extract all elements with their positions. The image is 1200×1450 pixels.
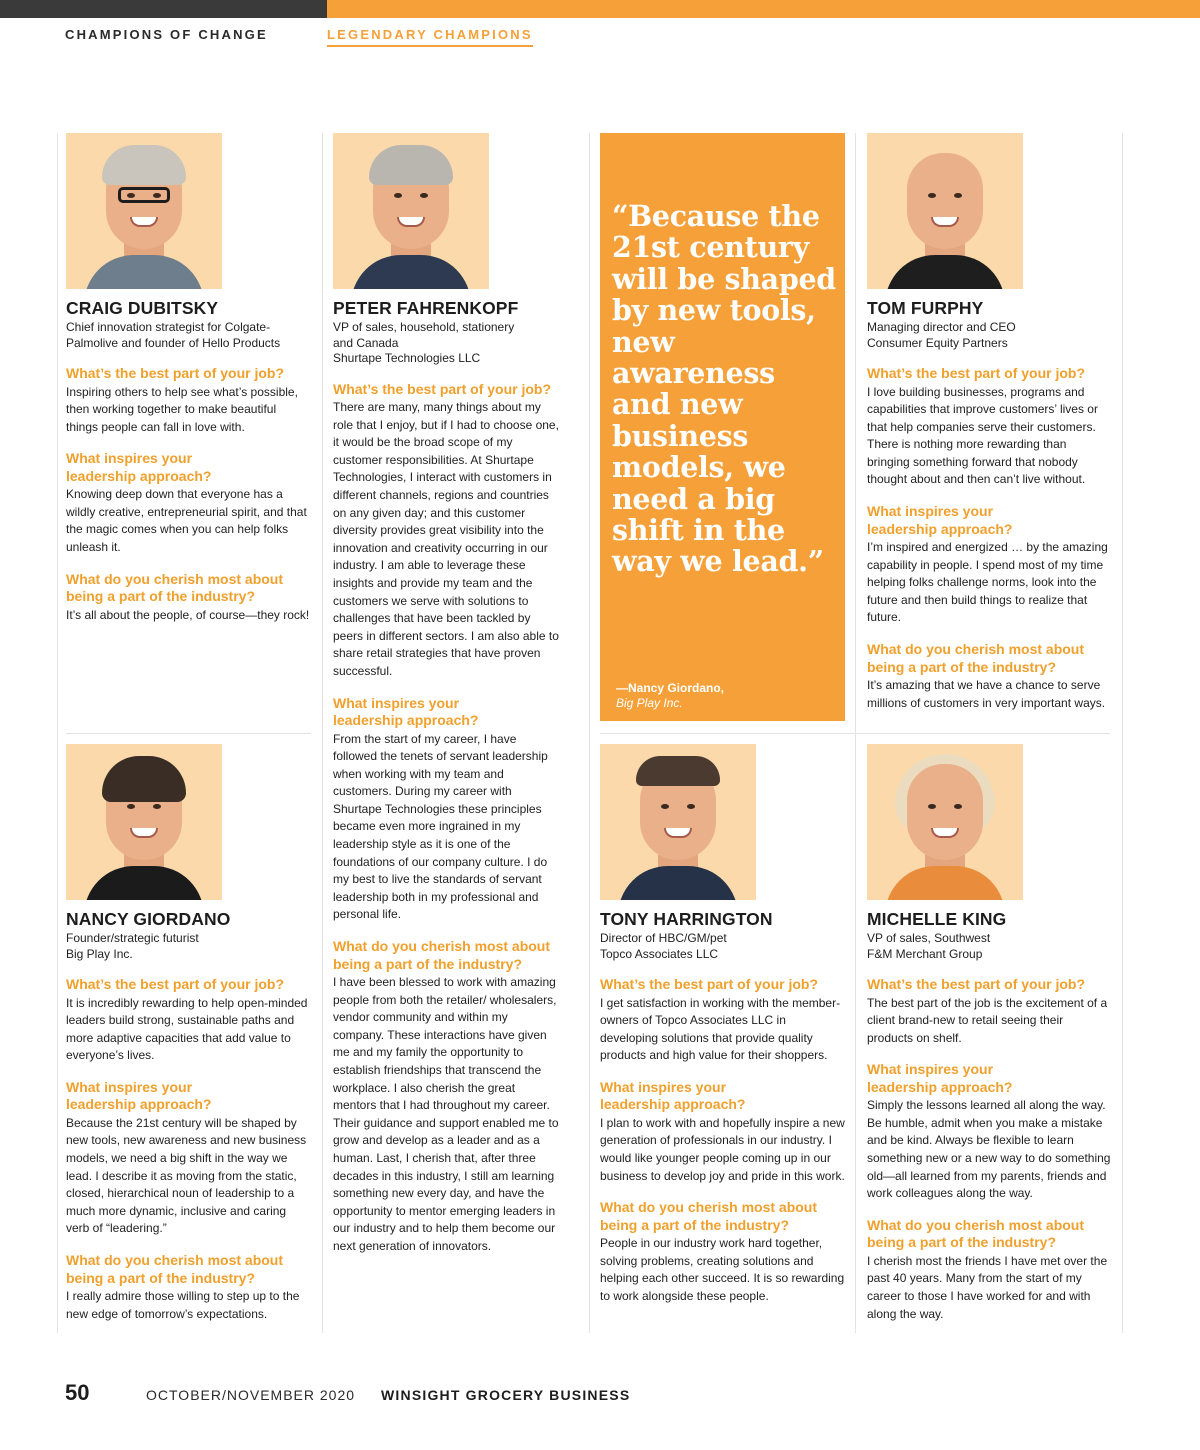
answer-text: I really admire those willing to step up to the new edge of tomorrow’s expectations. (66, 1289, 300, 1321)
answer-text: It’s amazing that we have a chance to serve millions of customers in very important ways. (867, 678, 1106, 710)
answer-text: Knowing deep down that everyone has a wildly creative, entrepreneurial spirit, and that the magic comes when you can help folks unleash it. (66, 487, 307, 555)
question-heading: What do you cherish most about being a part of the industry? (867, 641, 1085, 675)
column-divider (1122, 133, 1123, 1333)
question-heading: What’s the best part of your job? (66, 365, 285, 381)
row-divider (600, 733, 1110, 734)
answer-text: I’m inspired and energized … by the amazing capability in people. I spend most of my time helping folks challenge norms, look into the future and then build things to realize that future. (867, 540, 1108, 625)
person-title: Founder/strategic futurist Big Play Inc. (66, 931, 199, 961)
person-name: TOM FURPHY (867, 298, 984, 318)
question-heading: What do you cherish most about being a part of the industry? (867, 1216, 1085, 1251)
person-title: Director of HBC/GM/pet Topco Associates LLC (600, 931, 727, 961)
person-name: MICHELLE KING (867, 909, 1007, 929)
answer-text: I plan to work with and hopefully inspire a new generation of professionals in our industry. I would like younger people coming up in our business to develop joy and pride in this work. (600, 1115, 845, 1183)
pull-quote-author: —Nancy Giordano, (616, 681, 725, 695)
profile-tom-furphy (867, 133, 1112, 712)
portrait-photo (333, 133, 489, 289)
question-heading: What’s the best part of your job? (600, 976, 819, 992)
person-title: Chief innovation strategist for Colgate- Palmolive and founder of Hello Products (66, 320, 281, 350)
profile-peter-fahrenkopf (333, 133, 561, 1256)
question-heading: What inspires your leadership approach? (600, 1078, 746, 1113)
answer-text: It’s all about the people, of course—they rock! (66, 607, 310, 622)
answer-text: Because the 21st century will be shaped by new tools, new awareness and new business models, we need a big shift in the way we lead. I describe it as moving from the static, closed, hierarchical noun of leadership to a much more dynamic, inclusive and caring verb of “leadering.” (66, 1115, 307, 1236)
profile-michelle-king (867, 744, 1112, 1323)
answer-text: It is incredibly rewarding to help open-minded leaders build strong, sustainable paths and more adaptive capacities that add value to everyone’s lives. (66, 995, 308, 1063)
section-label: CHAMPIONS OF CHANGE (65, 27, 268, 42)
profile-craig-dubitsky (66, 133, 311, 624)
person-name: TONY HARRINGTON (600, 909, 773, 929)
question-heading: What inspires your leadership approach? (66, 450, 212, 484)
top-bar-dark (0, 0, 327, 18)
answer-text: Simply the lessons learned all along the way. Be humble, admit when you make a mistake and be kind. Always be flexible to learn something new or a new way to do something old—all learned from my parents, friends and work colleagues along the way. (867, 1098, 1111, 1201)
portrait-photo (867, 744, 1023, 900)
answer-text: There are many, many things about my role that I enjoy, but if I had to choose one, it would be the broad scope of my customer responsibilities. At Shurtape Technologies, I interact with customers in different channels, regions and countries on any given day; and this customer diversity provides great visibility into the innovation and creativity occurring in our industry. I am able to leverage these insights and provide my team and the customers we serve with solutions to challenges that have been tackled by peers in different sectors. I am also able to share retail strategies that have proven successful. (333, 400, 559, 678)
row-divider (66, 733, 311, 734)
issue-date: OCTOBER/NOVEMBER 2020 (146, 1387, 356, 1403)
column-divider (57, 133, 58, 1333)
answer-text: People in our industry work hard together, solving problems, creating solutions and helping each other succeed. It is so rewarding to work alongside these people. (600, 1236, 845, 1304)
answer-text: I cherish most the friends I have met over the past 40 years. Many from the start of my career to those I have worked for and with along the way. (867, 1253, 1108, 1321)
profile-tony-harrington (600, 744, 845, 1306)
portrait-photo (600, 744, 756, 900)
column-divider (589, 133, 590, 1333)
pull-quote-organization: Big Play Inc. (616, 696, 683, 710)
person-name: NANCY GIORDANO (66, 909, 231, 929)
question-heading: What do you cherish most about being a part of the industry? (66, 1252, 284, 1286)
portrait-photo (66, 744, 222, 900)
answer-text: The best part of the job is the excitement of a client brand-new to retail seeing their products on shelf. (867, 995, 1108, 1045)
person-name: PETER FAHRENKOPF (333, 298, 519, 318)
pull-quote-text: “Because the 21st century will be shaped by new tools, new awareness and new business models, we need a big shift in the way we lead.” (612, 199, 836, 579)
question-heading: What inspires your leadership approach? (867, 503, 1013, 537)
portrait-photo (66, 133, 222, 289)
answer-text: I get satisfaction in working with the member-owners of Topco Associates LLC in developing solutions that provide quality products and high value for their shoppers. (600, 995, 841, 1063)
question-heading: What’s the best part of your job? (333, 380, 552, 397)
answer-text: I love building businesses, programs and capabilities that improve customers’ lives or that help companies serve their customers. There is nothing more rewarding than bringing something forward that nobody thought about and then can’t live without. (867, 384, 1098, 487)
publication-name: WINSIGHT GROCERY BUSINESS (381, 1387, 631, 1403)
top-bar-accent (327, 0, 1200, 18)
question-heading: What do you cherish most about being a part of the industry? (333, 938, 551, 972)
answer-text: Inspiring others to help see what’s possible, then working together to make beautiful things people can fall in love with. (66, 384, 298, 434)
page-number: 50 (65, 1380, 90, 1405)
column-divider (322, 133, 323, 1333)
answer-text: I have been blessed to work with amazing people from both the retailer/ wholesalers, vendor community and within my company. These interactions have given me and my family the opportunity to establish friendships that transcend the workplace. I also cherish the great mentors that I had throughout my career. Their guidance and support enabled me to grow and develop as a leader and as a human. Last, I cherish that, after three decades in this industry, I still am learning something new every day, and have the opportunity to mentor emerging leaders in our industry and to help them become our next generation of innovators. (333, 975, 559, 1253)
pull-quote (600, 133, 845, 721)
question-heading: What do you cherish most about being a part of the industry? (66, 570, 284, 605)
question-heading: What’s the best part of your job? (66, 976, 285, 992)
portrait-photo (867, 133, 1023, 289)
person-title: VP of sales, Southwest F&M Merchant Group (867, 931, 991, 961)
person-title: VP of sales, household, stationery and Canada Shurtape Technologies LLC (333, 320, 515, 365)
question-heading: What’s the best part of your job? (867, 365, 1086, 381)
question-heading: What’s the best part of your job? (867, 976, 1086, 992)
profile-nancy-giordano (66, 744, 311, 1323)
answer-text: From the start of my career, I have followed the tenets of servant leadership when working with my team and customers. During my career with Shurtape Technologies these principles became even more ingrained in my leadership style as it is one of the foundations of our company culture. I do my best to live the standards of servant leadership both in my professional and personal life. (333, 731, 548, 922)
person-name: CRAIG DUBITSKY (66, 298, 219, 318)
question-heading: What inspires your leadership approach? (66, 1078, 212, 1113)
section-sublabel: LEGENDARY CHAMPIONS (327, 27, 533, 47)
person-title: Managing director and CEO Consumer Equity Partners (867, 320, 1016, 350)
question-heading: What do you cherish most about being a part of the industry? (600, 1199, 818, 1233)
question-heading: What inspires your leadership approach? (333, 694, 479, 728)
question-heading: What inspires your leadership approach? (867, 1061, 1013, 1095)
